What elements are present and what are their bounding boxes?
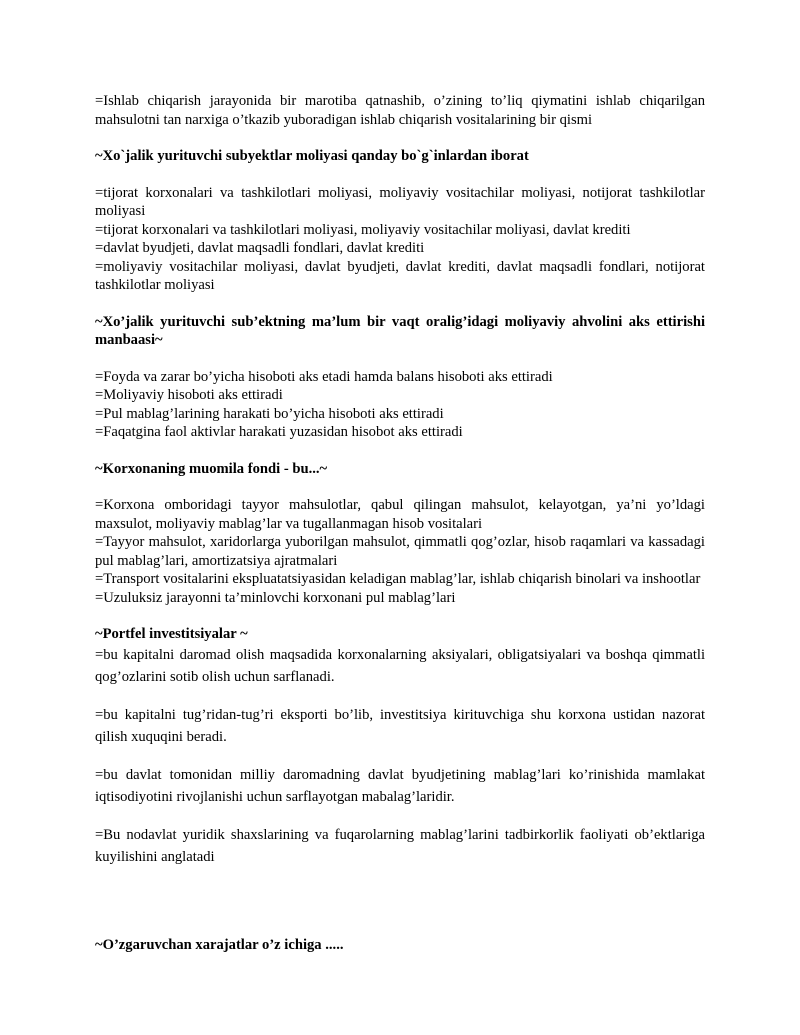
answer-option: =Pul mablag’larining harakati bo’yicha hisoboti aks ettiradi [95, 405, 444, 422]
answer-option: =davlat byudjeti, davlat maqsadli fondlari, davlat krediti [95, 240, 425, 256]
question-heading: ~Xo`jalik yurituvchi subyektlar moliyasi qanday bo`g`inlardan iborat [95, 148, 529, 164]
answer-option: =Ishlab chiqarish jarayonida bir marotiba qatnashib, o’zining to’liq qiymatini ishlab chiqarilgan mahsulotni tan narxiga o’tkazib yuboradigan ishlab chiqarish vositalarining bir qismi [95, 93, 705, 128]
answer-option: =Uzuluksiz jarayonni ta’minlovchi korxonani pul mablag’lari [95, 589, 456, 606]
document-page [95, 92, 705, 954]
answer-option: =Moliyaviy hisoboti aks ettiradi [95, 387, 283, 403]
answer-option: =Faqatgina faol aktivlar harakati yuzasidan hisobot aks ettiradi [95, 424, 463, 440]
question-heading: ~O’zgaruvchan xarajatlar o’z ichiga ..... [95, 936, 344, 953]
question-heading: ~Portfel investitsiyalar ~ [95, 626, 248, 642]
answer-option: =Bu nodavlat yuridik shaxslarining va fuqarolarning mablag’larini tadbirkorlik faoliyati ob’ektlariga kuyilishini anglatadi [95, 826, 705, 865]
answer-option: =Korxona omboridagi tayyor mahsulotlar, qabul qilingan mahsulot, kelayotgan, ya’ni yo’ldagi maxsulot, moliyaviy mablag’lar va tugallanmagan hisob vositalari [95, 497, 705, 532]
answer-option: =tijorat korxonalari va tashkilotlari moliyasi, moliyaviy vositachilar moliyasi, davlat krediti [95, 221, 631, 238]
answer-option: =bu kapitalni tug’ridan-tug’ri eksporti bo’lib, investitsiya kirituvchiga shu korxona ustidan nazorat qilish xuquqini beradi. [95, 706, 705, 745]
answer-option: =tijorat korxonalari va tashkilotlari moliyasi, moliyaviy vositachilar moliyasi, notijorat tashkilotlar moliyasi [95, 184, 705, 219]
answer-option: =moliyaviy vositachilar moliyasi, davlat byudjeti, davlat krediti, davlat maqsadli fondlari, notijorat tashkilotlar moliyasi [95, 258, 705, 293]
answer-option: =bu davlat tomonidan milliy daromadning davlat byudjetining mablag’lari ko’rinishida mamlakat iqtisodiyotini rivojlanishi uchun sarflayotgan mabalag’laridir. [95, 766, 705, 805]
answer-option: =bu kapitalni daromad olish maqsadida korxonalarning aksiyalari, obligatsiyalari va boshqa qimmatli qog’ozlarini sotib olish uchun sarflanadi. [95, 646, 705, 685]
answer-option: =Foyda va zarar bo’yicha hisoboti aks etadi hamda balans hisoboti aks ettiradi [95, 368, 553, 385]
answer-option: =Tayyor mahsulot, xaridorlarga yuborilgan mahsulot, qimmatli qog’ozlar, hisob raqamlari va kassadagi pul mablag’lari, amortizatsiya ajratmalari [95, 534, 705, 569]
question-heading: ~Korxonaning muomila fondi - bu...~ [95, 460, 328, 477]
answer-option: =Transport vositalarini ekspluatatsiyasidan keladigan mablag’lar, ishlab chiqarish binolari va inshootlar [95, 571, 701, 587]
question-heading: ~Xo’jalik yurituvchi sub’ektning ma’lum bir vaqt oralig’idagi moliyaviy ahvolini aks ettirishi manbaasi~ [95, 313, 705, 348]
